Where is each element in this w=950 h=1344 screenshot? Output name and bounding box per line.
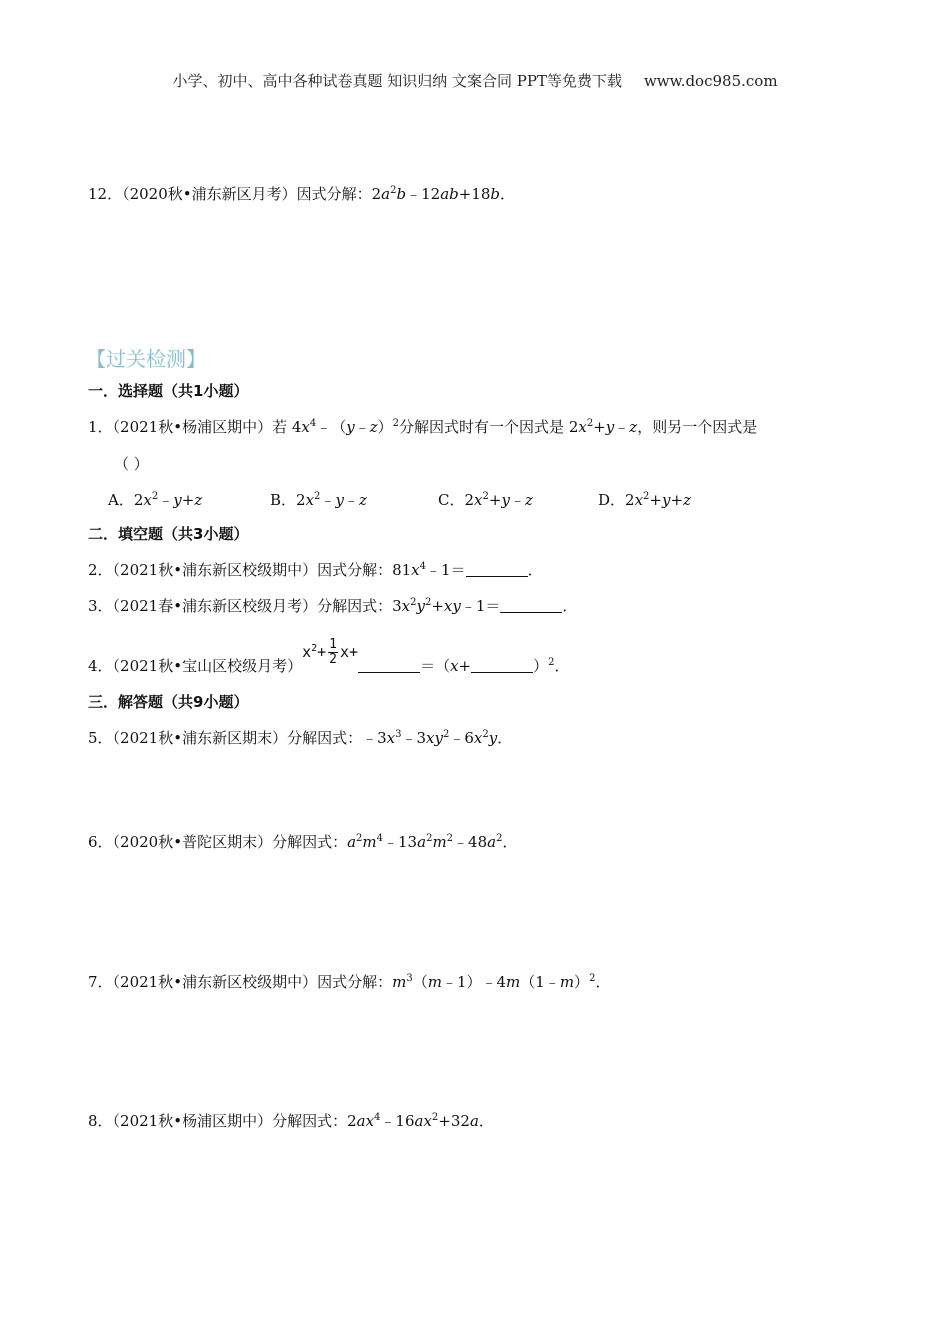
question-3: [88, 596, 577, 616]
math-term: ＝（: [420, 657, 451, 675]
math-var: x: [143, 491, 152, 509]
question-4: [88, 637, 570, 681]
math-var: y: [416, 597, 425, 615]
part3-title: 三．解答题（共9小题）: [88, 693, 249, 711]
math-term: ﹣6: [449, 729, 474, 747]
math-var: y: [501, 491, 510, 509]
fraction-denominator: 2: [329, 652, 337, 667]
math-exp: 2: [410, 597, 417, 608]
option-label: B．: [270, 491, 297, 509]
option-label: C．: [438, 491, 465, 509]
math-var: z: [629, 418, 638, 436]
math-term: ﹣（: [316, 418, 347, 436]
answer-blank[interactable]: [358, 658, 420, 673]
answer-blank[interactable]: [500, 598, 562, 613]
question-source: （2021秋•浦东新区校级期中）因式分解：: [112, 973, 393, 991]
math-var: xy: [443, 597, 461, 615]
math-exp: 3: [406, 973, 413, 984]
math-term: 2: [133, 491, 144, 509]
math-exp: 2: [482, 491, 489, 502]
math-var: y: [335, 491, 344, 509]
math-var: a: [381, 185, 391, 203]
math-term: ﹣1＝: [460, 597, 501, 615]
answer-paren: （ ）: [114, 455, 149, 473]
math-term: 2: [296, 491, 306, 509]
punct: ．: [562, 597, 578, 615]
math-term: +: [488, 491, 502, 509]
page-header: [0, 70, 950, 91]
math-term: ）: [377, 418, 393, 436]
math-var: x: [634, 491, 644, 509]
math-term: ﹣: [343, 491, 359, 509]
question-source: （2021春•浦东新区校级月考）分解因式：3: [112, 597, 402, 615]
question-number: 4．: [88, 657, 113, 675]
question-source: （2021秋•杨浦区期中）若 4: [112, 418, 302, 436]
math-var: ab: [440, 185, 459, 203]
math-exp: 2: [589, 973, 596, 984]
math-term: +18: [458, 185, 491, 203]
math-exp: 2: [311, 643, 318, 654]
math-term: x+: [340, 643, 359, 661]
math-exp: 2: [356, 833, 363, 844]
option-label: D．: [598, 491, 626, 509]
punct: ．: [595, 973, 611, 991]
math-var: z: [358, 491, 367, 509]
math-exp: 2: [390, 185, 397, 196]
math-term: ﹣: [158, 491, 174, 509]
option-label: A．: [108, 491, 134, 509]
math-var: m: [427, 973, 442, 991]
question-number: 5．: [88, 729, 113, 747]
math-term: +: [649, 491, 662, 509]
math-term: +: [593, 418, 606, 436]
math-term: 2: [625, 491, 635, 509]
question-source: （2021秋•浦东新区校级期中）因式分解：81: [112, 561, 412, 579]
section-title: 【过关检测】: [86, 347, 206, 371]
math-var: x: [401, 597, 411, 615]
question-number: 8．: [88, 1112, 113, 1130]
math-exp: 2: [548, 657, 555, 668]
part1-title: 一．选择题（共1小题）: [88, 382, 249, 400]
math-exp: 3: [395, 729, 402, 740]
math-var: xy: [426, 729, 443, 747]
math-exp: 2: [446, 833, 454, 844]
math-term: ﹣: [614, 418, 630, 436]
question-number: 6．: [88, 833, 113, 851]
question-source: （2021秋•浦东新区期末）分解因式：﹣3: [112, 729, 387, 747]
question-number: 3．: [88, 597, 113, 615]
math-var: m: [432, 833, 447, 851]
math-var: x: [301, 418, 310, 436]
math-var: z: [194, 491, 203, 509]
math-var: x: [305, 491, 315, 509]
option-a[interactable]: [108, 490, 202, 510]
question-12: [88, 184, 515, 204]
math-var: m: [506, 973, 521, 991]
math-var: y: [488, 729, 498, 747]
math-term: ﹣16: [380, 1112, 415, 1130]
question-number: 7．: [88, 973, 113, 991]
math-var: x: [473, 729, 483, 747]
math-var: x: [302, 643, 312, 661]
question-source: （2021秋•宝山区校级月考）: [112, 657, 303, 675]
question-source: （2021秋•杨浦区期中）分解因式：2: [112, 1112, 357, 1130]
math-exp: 4: [309, 418, 317, 429]
math-term: ﹣1）﹣4: [441, 973, 507, 991]
math-exp: 2: [314, 491, 321, 502]
question-7: [88, 972, 610, 992]
math-term: ，则另一个因式是: [637, 418, 758, 436]
math-var: x: [578, 418, 587, 436]
math-term: ﹣13: [383, 833, 418, 851]
option-b[interactable]: [270, 490, 367, 510]
math-exp: 2: [586, 418, 594, 429]
question-source: （2020秋•普陀区期末）分解因式：: [112, 833, 348, 851]
punct: ．: [527, 561, 543, 579]
question-6: [88, 832, 517, 852]
question-number: 1．: [88, 418, 113, 436]
math-var: z: [369, 418, 378, 436]
math-var: m: [559, 973, 575, 991]
question-5: [88, 728, 512, 748]
header-text: 小学、初中、高中各种试卷真题 知识归纳 文案合同 PPT等免费下载: [172, 72, 622, 90]
math-var: x: [386, 729, 396, 747]
math-term: ﹣: [354, 418, 370, 436]
math-exp: 2: [424, 597, 432, 608]
math-term: ）: [533, 657, 549, 675]
math-term: ﹣3: [401, 729, 427, 747]
math-term: ）: [574, 973, 590, 991]
math-var: z: [524, 491, 533, 509]
math-var: z: [683, 491, 691, 509]
math-term: +: [317, 643, 327, 661]
math-term: ﹣1＝: [426, 561, 466, 579]
math-var: x: [411, 561, 420, 579]
punct: ．: [500, 185, 516, 203]
math-exp: 2: [431, 1112, 439, 1123]
answer-blank[interactable]: [471, 658, 533, 673]
part2-title: 二．填空题（共3小题）: [88, 525, 249, 543]
punct: ．: [502, 833, 518, 851]
option-d[interactable]: [598, 490, 691, 510]
question-1: [88, 417, 757, 437]
math-var: m: [392, 973, 407, 991]
math-var: b: [490, 185, 501, 203]
punct: ．: [554, 657, 570, 675]
math-var: y: [173, 491, 182, 509]
math-exp: 2: [442, 729, 450, 740]
math-term: ﹣: [509, 491, 525, 509]
math-var: x: [474, 491, 483, 509]
question-2: [88, 560, 543, 580]
math-exp: 4: [376, 833, 384, 844]
math-term: （1﹣: [520, 973, 560, 991]
math-term: ﹣12: [406, 185, 441, 203]
math-exp: 2: [643, 491, 650, 502]
math-var: b: [396, 185, 407, 203]
punct: ．: [497, 729, 513, 747]
math-exp: 4: [374, 1112, 381, 1123]
math-term: +: [181, 491, 195, 509]
fraction: [328, 638, 338, 667]
math-var: ax: [356, 1112, 375, 1130]
question-number: 2．: [88, 561, 113, 579]
math-var: a: [347, 833, 357, 851]
math-term: +: [458, 657, 472, 675]
option-c[interactable]: [438, 490, 533, 510]
math-var: a: [469, 1112, 479, 1130]
math-var: m: [362, 833, 377, 851]
math-exp: 4: [419, 561, 427, 572]
header-site: www.doc985.com: [643, 72, 778, 90]
math-exp: 2: [482, 729, 489, 740]
fraction-numerator: 1: [329, 637, 337, 652]
math-exp: 2: [426, 833, 433, 844]
answer-blank[interactable]: [466, 562, 528, 577]
math-var: a: [487, 833, 497, 851]
math-exp: 2: [496, 833, 503, 844]
math-term: ﹣: [320, 491, 336, 509]
math-exp: 2: [392, 418, 400, 429]
math-term: （: [412, 973, 428, 991]
math-var: x: [450, 657, 459, 675]
math-term: 2: [464, 491, 475, 509]
question-source: （2020秋•浦东新区月考）因式分解：: [122, 185, 372, 203]
math-var: ax: [414, 1112, 432, 1130]
math-term: 分解因式时有一个因式是 2: [399, 418, 579, 436]
question-number: 12．: [88, 185, 123, 203]
math-term: ﹣48: [453, 833, 488, 851]
question-8: [88, 1111, 494, 1131]
math-var: a: [417, 833, 427, 851]
math-term: 2: [371, 185, 382, 203]
math-var: y: [662, 491, 671, 509]
math-term: +32: [438, 1112, 470, 1130]
math-exp: 2: [151, 491, 159, 502]
math-var: y: [605, 418, 615, 436]
math-var: y: [346, 418, 355, 436]
math-term: +: [431, 597, 444, 615]
math-term: +: [670, 491, 684, 509]
punct: ．: [478, 1112, 494, 1130]
